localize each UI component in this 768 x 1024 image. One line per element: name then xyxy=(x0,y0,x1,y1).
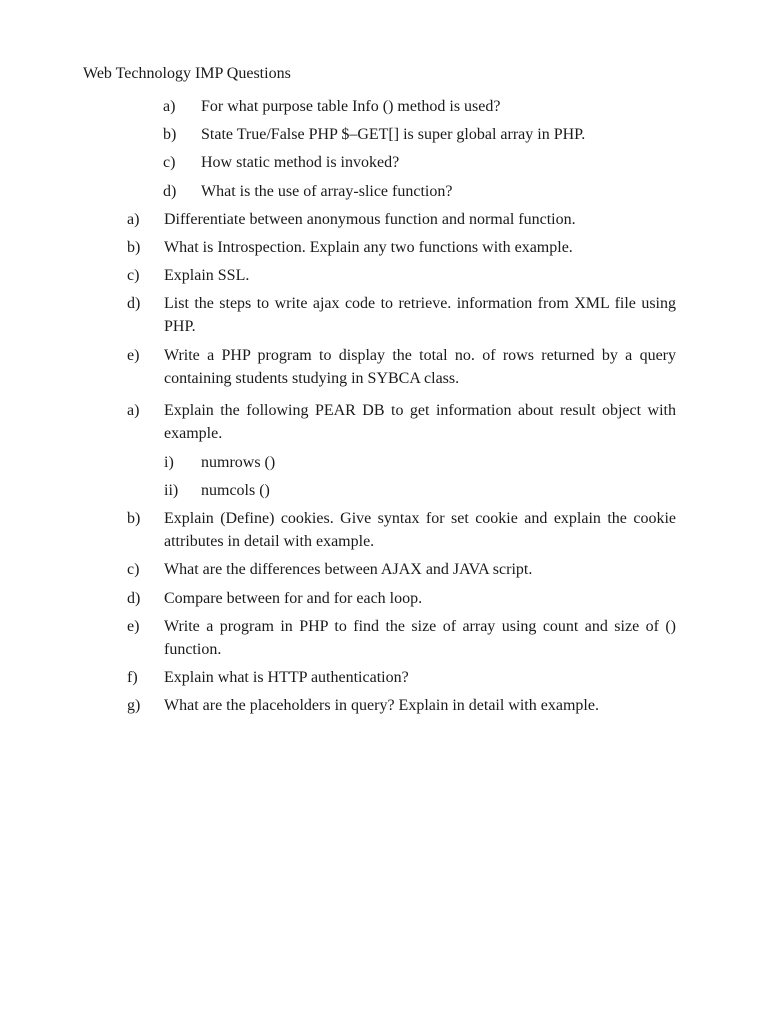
item-label: i) xyxy=(164,454,174,471)
item-text: List the steps to write ajax code to retrieve. information from XML file using PHP. xyxy=(164,295,676,335)
item-text: What are the placeholders in query? Explain in detail with example. xyxy=(164,697,599,714)
list-item xyxy=(163,95,676,118)
item-text: Write a program in PHP to find the size of array using count and size of () function. xyxy=(164,618,676,658)
item-text: For what purpose table Info () method is used? xyxy=(201,98,501,115)
item-label: d) xyxy=(163,183,177,200)
list-item xyxy=(127,558,676,581)
item-label: c) xyxy=(127,561,140,578)
item-label: e) xyxy=(127,347,140,364)
item-label: c) xyxy=(163,154,176,171)
list-item xyxy=(127,399,676,445)
item-text: Write a PHP program to display the total no. of rows returned by a query containing students studying in SYBCA class. xyxy=(164,347,676,387)
item-label: e) xyxy=(127,618,140,635)
item-label: a) xyxy=(163,98,176,115)
item-text: Compare between for and for each loop. xyxy=(164,590,423,607)
list-item xyxy=(127,264,676,287)
item-label: d) xyxy=(127,295,141,312)
sub-list-item xyxy=(164,451,676,474)
list-item xyxy=(127,292,676,338)
item-label: a) xyxy=(127,402,140,419)
document-title: Web Technology IMP Questions xyxy=(83,65,291,82)
item-text: Differentiate between anonymous function and normal function. xyxy=(164,211,576,228)
list-item xyxy=(127,507,676,553)
item-label: a) xyxy=(127,211,140,228)
sub-list-item xyxy=(164,479,676,502)
item-text: numrows () xyxy=(201,454,276,471)
list-item xyxy=(127,587,676,610)
item-text: What are the differences between AJAX and JAVA script. xyxy=(164,561,533,578)
item-label: b) xyxy=(127,510,141,527)
item-text: Explain SSL. xyxy=(164,267,250,284)
item-label: g) xyxy=(127,697,141,714)
list-item xyxy=(127,208,676,231)
list-item xyxy=(127,694,676,717)
list-item xyxy=(163,123,676,146)
list-item xyxy=(163,180,676,203)
item-text: numcols () xyxy=(201,482,270,499)
item-text: Explain (Define) cookies. Give syntax for set cookie and explain the cookie attributes in detail with example. xyxy=(164,510,676,550)
item-text: Explain the following PEAR DB to get information about result object with example. xyxy=(164,402,676,442)
list-item xyxy=(127,344,676,390)
list-item xyxy=(127,666,676,689)
item-text: How static method is invoked? xyxy=(201,154,400,171)
item-label: b) xyxy=(163,126,177,143)
item-label: f) xyxy=(127,669,138,686)
list-item xyxy=(127,615,676,661)
item-text: What is the use of array-slice function? xyxy=(201,183,453,200)
item-label: b) xyxy=(127,239,141,256)
item-text: What is Introspection. Explain any two functions with example. xyxy=(164,239,573,256)
item-label: ii) xyxy=(164,482,179,499)
list-item xyxy=(127,236,676,259)
item-text: State True/False PHP $–GET[] is super global array in PHP. xyxy=(201,126,586,143)
item-label: c) xyxy=(127,267,140,284)
item-label: d) xyxy=(127,590,141,607)
item-text: Explain what is HTTP authentication? xyxy=(164,669,409,686)
list-item xyxy=(163,151,676,174)
